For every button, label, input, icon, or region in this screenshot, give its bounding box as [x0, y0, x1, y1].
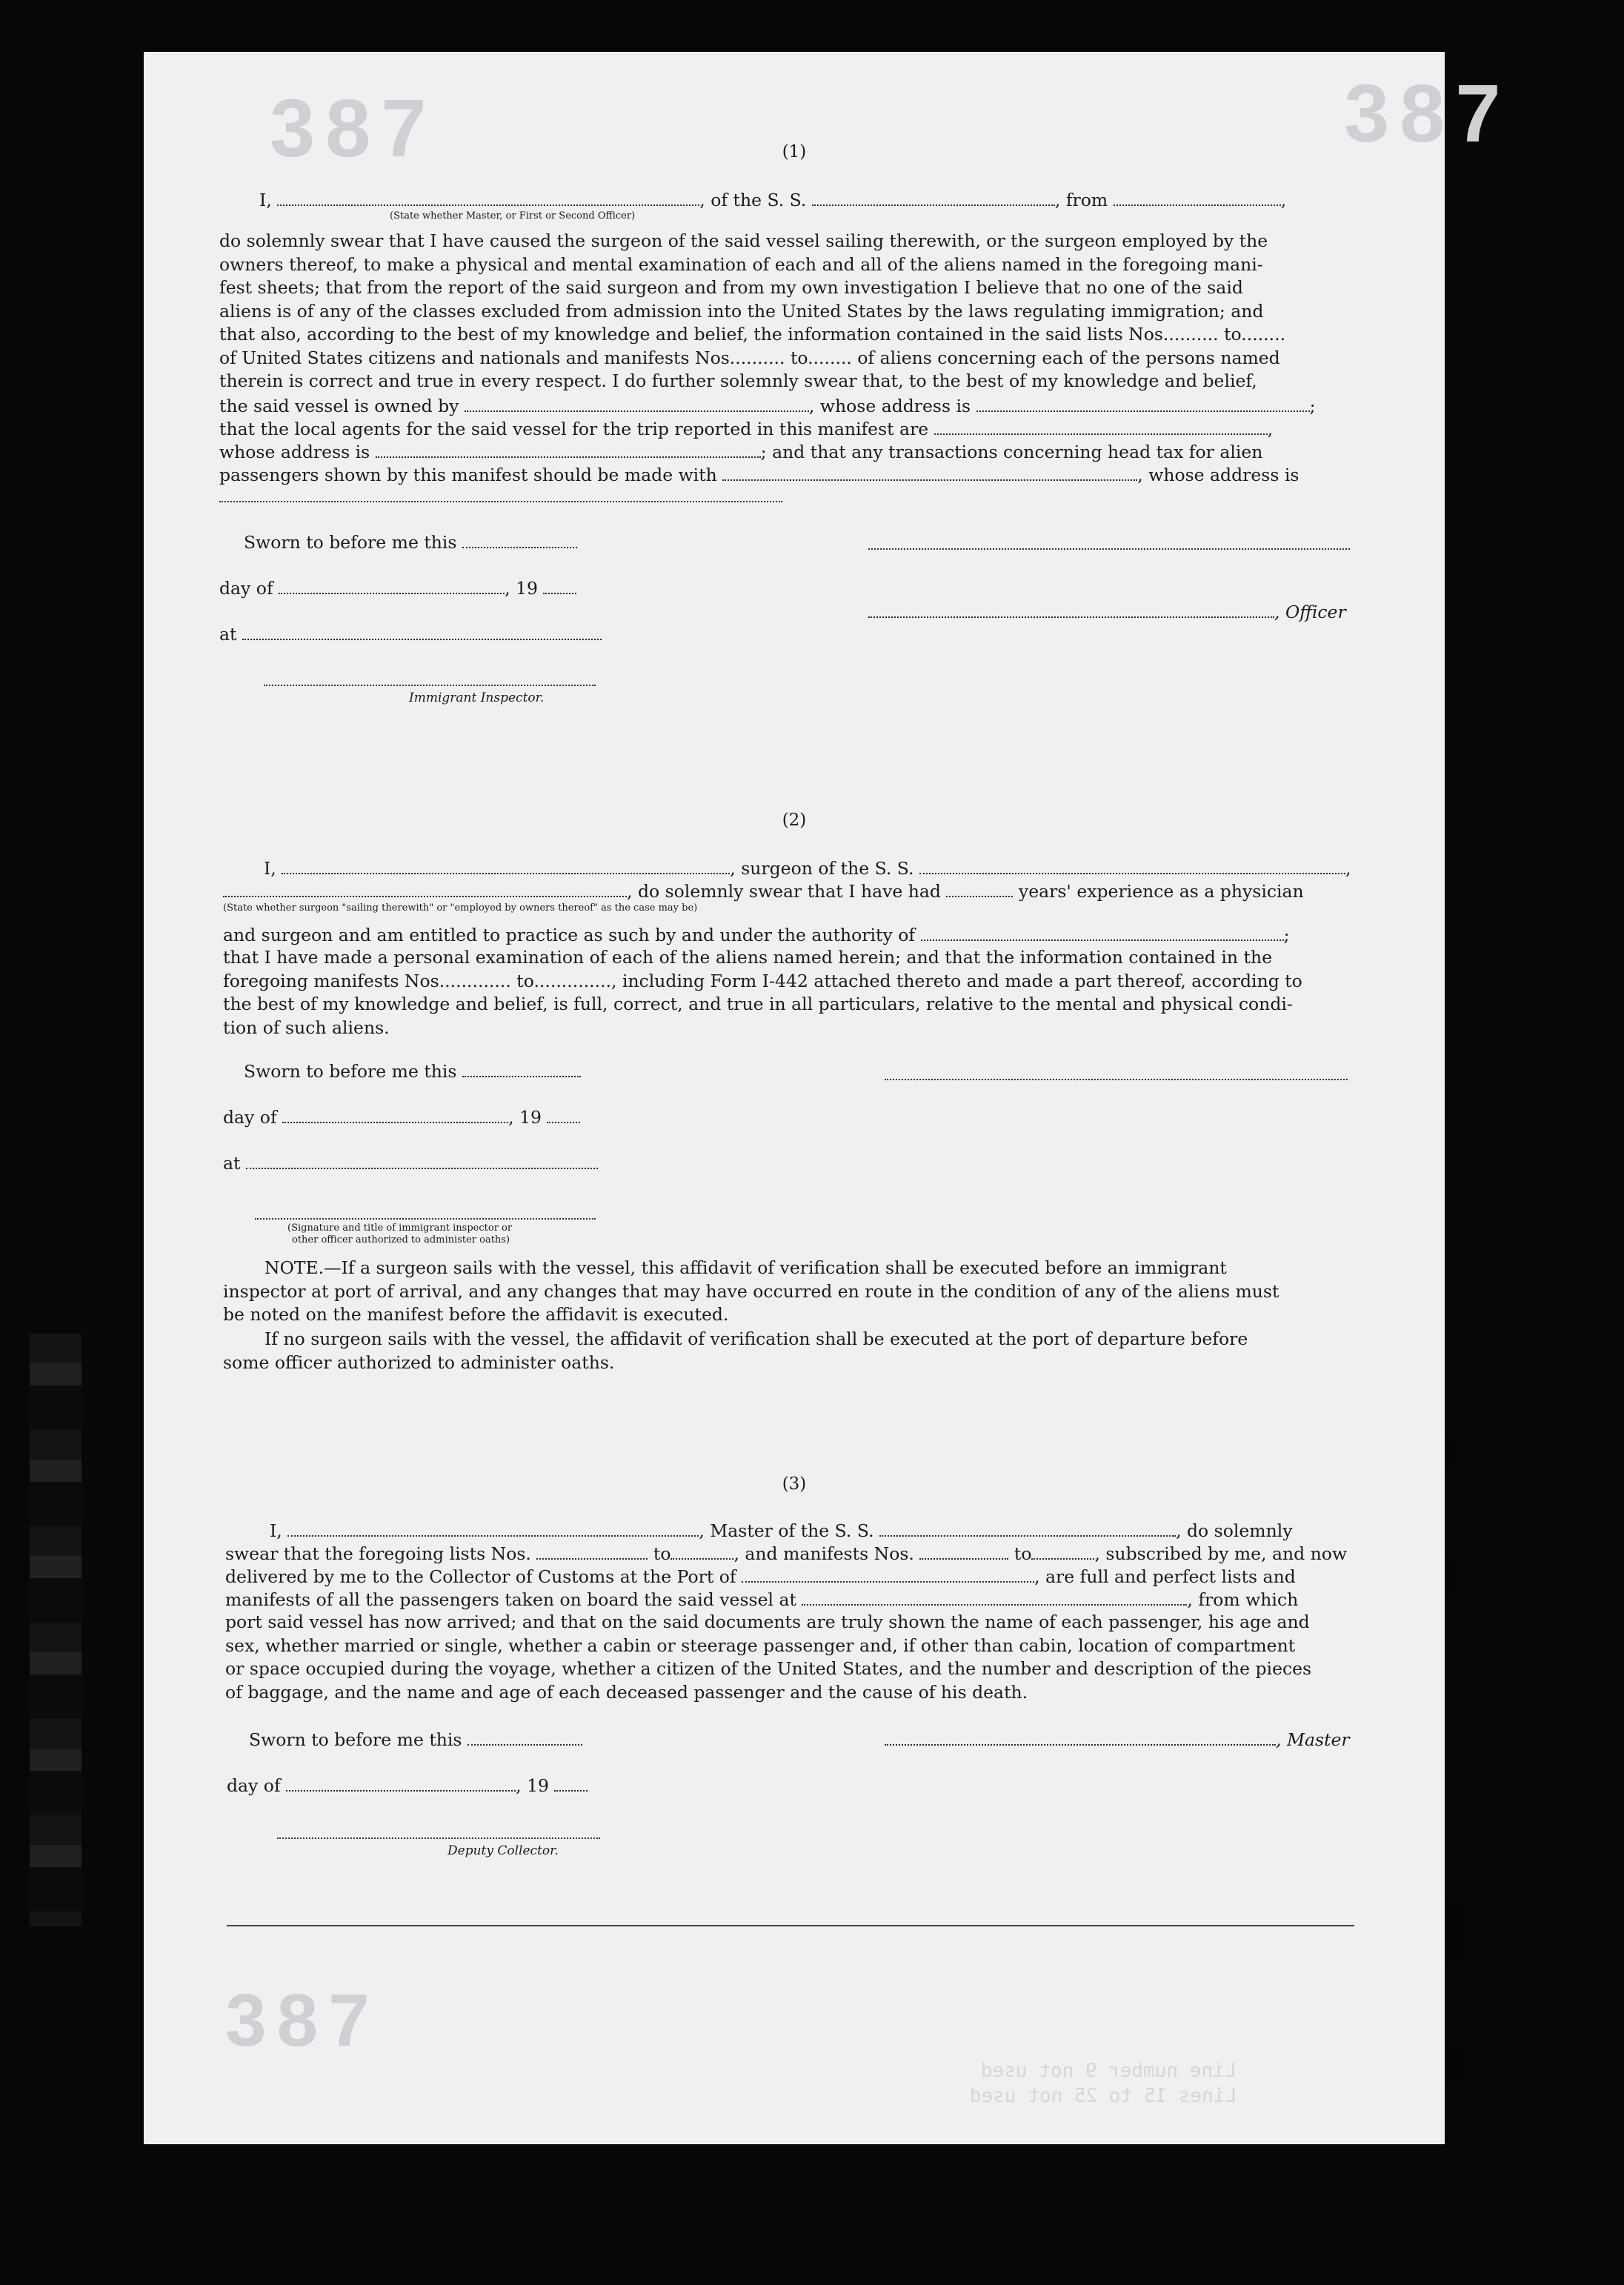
label: at: [223, 1153, 241, 1174]
signature-line: [868, 603, 1274, 618]
blank-field: [286, 1777, 516, 1792]
stamped-page-number: 387: [225, 1979, 380, 2062]
oath-paragraph: [223, 946, 1349, 1040]
at-line: [219, 622, 602, 646]
blank-field: [223, 882, 627, 897]
oath-line: [223, 879, 1304, 903]
oath-line: [225, 1588, 1298, 1612]
paragraph-line: of United States citizens and nationals and manifests Nos.......... to........ of aliens concerning each of the persons named: [219, 347, 1280, 368]
signature-line: [885, 1731, 1276, 1746]
blank-field: [802, 1591, 1187, 1606]
paragraph-line: sex, whether married or single, whether a cabin or steerage passenger and, if other than cabin, location of compartment: [225, 1634, 1296, 1656]
label: , whose address is: [1137, 465, 1299, 485]
signature-line: [277, 1837, 600, 1839]
blank-field: [547, 1108, 580, 1123]
label: to: [1014, 1543, 1032, 1564]
label: , surgeon of the S. S.: [730, 858, 914, 879]
label: , Officer: [1274, 602, 1346, 622]
blank-field: [219, 501, 782, 502]
label: and surgeon and am entitled to practice as such by and under the authority of: [223, 925, 916, 945]
label: that the local agents for the said vessel for the trip reported in this manifest are: [219, 419, 929, 439]
label: years' experience as a physician: [1018, 881, 1304, 902]
at-line: [223, 1151, 598, 1175]
blank-field: [1031, 1545, 1094, 1560]
label: , 19: [505, 578, 538, 599]
bleed-through-note: Lines 15 to 25 not used: [970, 2085, 1237, 2107]
blank-field: [812, 191, 1055, 206]
blank-field: [976, 397, 1310, 412]
oath-paragraph: [219, 230, 1353, 393]
label: , subscribed by me, and now: [1094, 1543, 1348, 1564]
signature-line: [255, 1218, 596, 1220]
section-number: (2): [782, 811, 807, 830]
label: ,: [1267, 419, 1274, 439]
label: , are full and perfect lists and: [1034, 1566, 1296, 1587]
paragraph-line: port said vessel has now arrived; and that on the said documents are truly shown the name of each passenger, his age and: [225, 1612, 1310, 1632]
blank-field: [879, 1522, 1176, 1537]
blank-field: [465, 397, 809, 412]
stamped-page-number: 387: [1344, 68, 1511, 159]
field-caption: (State whether Master, or First or Second Officer): [390, 210, 636, 222]
film-edge: [30, 1334, 81, 1926]
label: the said vessel is owned by: [219, 396, 459, 416]
blank-field: [543, 579, 576, 594]
stamped-page-number: 387: [270, 83, 437, 174]
blank-field: [919, 1545, 1008, 1560]
blank-field: [467, 1731, 582, 1746]
section-number: (3): [782, 1474, 807, 1494]
label: day of: [219, 578, 273, 599]
signature-caption: (Signature and title of immigrant inspector or: [287, 1223, 513, 1234]
paragraph-line: aliens is of any of the classes excluded from admission into the United States by the laws regulating immigration; and: [219, 300, 1264, 322]
label: , from: [1054, 190, 1108, 210]
label: ; and that any transactions concerning head tax for alien: [760, 442, 1263, 462]
label: at: [219, 624, 237, 645]
label: , from which: [1187, 1589, 1299, 1610]
master-line: [885, 1728, 1350, 1752]
oath-line: [225, 1542, 1347, 1566]
blank-field: [670, 1545, 733, 1560]
blank-field: [242, 625, 602, 640]
day-line: [227, 1774, 588, 1797]
label: , 19: [508, 1107, 542, 1128]
label: delivered by me to the Collector of Customs at the Port of: [225, 1566, 736, 1587]
paragraph-line: NOTE.—If a surgeon sails with the vessel, this affidavit of verification shall be executed before an immigrant: [264, 1257, 1227, 1278]
label: ;: [1283, 925, 1290, 945]
signature-line: [868, 548, 1350, 550]
blank-field: [1114, 191, 1281, 206]
pronoun: I,: [259, 190, 272, 210]
oath-line: [259, 188, 1286, 212]
paragraph-line: inspector at port of arrival, and any changes that may have occurred en route in the condition of any of the aliens must: [223, 1280, 1279, 1302]
signature-caption: Immigrant Inspector.: [409, 691, 545, 705]
paragraph-line: the best of my knowledge and belief, is full, correct, and true in all particulars, relative to the mental and physical condi-: [223, 994, 1293, 1014]
blank-field: [554, 1777, 588, 1792]
signature-caption: other officer authorized to administer oaths): [292, 1234, 510, 1245]
oath-paragraph: [225, 1611, 1353, 1704]
label: , Master: [1276, 1729, 1350, 1750]
label: Sworn to before me this: [244, 1061, 457, 1082]
sworn-line: [244, 1060, 581, 1083]
label: ,: [1280, 190, 1287, 210]
blank-field: [282, 1108, 508, 1123]
bottom-rule: [227, 1925, 1354, 1926]
label: day of: [227, 1775, 281, 1796]
blank-field: [462, 533, 577, 548]
blank-field: [722, 466, 1137, 481]
label: , of the S. S.: [699, 190, 807, 210]
blank-field: [536, 1545, 648, 1560]
paragraph-line: foregoing manifests Nos............. to.............., including Form I-442 attached thereto and made a part thereof, according to: [223, 970, 1302, 991]
paragraph-line: therein is correct and true in every respect. I do further solemnly swear that, to the best of my knowledge and belief,: [219, 370, 1257, 391]
blank-field: [946, 882, 1013, 897]
field-caption: (State whether surgeon "sailing therewith" or "employed by owners thereof" as the case may be): [223, 902, 698, 914]
paragraph-line: owners thereof, to make a physical and mental examination of each and all of the aliens named in the foregoing mani-: [219, 253, 1263, 275]
address-line: [219, 440, 1262, 464]
day-line: [219, 576, 576, 600]
blank-field: [376, 443, 761, 458]
paragraph-line: do solemnly swear that I have caused the surgeon of the said vessel sailing therewith, or the surgeon employed by the: [219, 230, 1268, 251]
paragraph-line: tion of such aliens.: [223, 1017, 390, 1038]
blank-field: [277, 191, 699, 206]
pronoun: I,: [270, 1520, 282, 1541]
label: Sworn to before me this: [249, 1729, 462, 1750]
label: whose address is: [219, 442, 370, 462]
label: manifests of all the passengers taken on board the said vessel at: [225, 1589, 796, 1610]
label: ;: [1309, 396, 1316, 416]
sworn-line: [249, 1728, 582, 1752]
section-number: (1): [782, 142, 807, 162]
blank-field: [246, 1154, 598, 1169]
note-paragraph: [223, 1328, 1349, 1374]
blank-field: [921, 926, 1284, 941]
blank-field: [279, 579, 505, 594]
paragraph-line: of baggage, and the name and age of each deceased passenger and the cause of his death.: [225, 1681, 1028, 1703]
oath-line: [264, 857, 1351, 880]
paragraph-line: be noted on the manifest before the affidavit is executed.: [223, 1304, 729, 1325]
sworn-line: [244, 530, 577, 554]
paragraph-line: some officer authorized to administer oaths.: [223, 1351, 615, 1373]
blank-field: [934, 420, 1268, 435]
label: Sworn to before me this: [244, 532, 457, 553]
paragraph-line: If no surgeon sails with the vessel, the affidavit of verification shall be executed at the port of departure before: [264, 1328, 1248, 1349]
oath-line: [270, 1519, 1293, 1543]
label: day of: [223, 1107, 277, 1128]
label: , do solemnly swear that I have had: [627, 881, 941, 902]
blank-field: [462, 1062, 581, 1077]
blank-field: [282, 859, 730, 874]
label: , 19: [516, 1775, 549, 1796]
blank-field: [287, 1522, 699, 1537]
document-page: [144, 52, 1511, 2144]
label: swear that the foregoing lists Nos.: [225, 1543, 531, 1564]
signature-line: [885, 1079, 1348, 1080]
officer-line: [868, 600, 1346, 624]
authority-line: [223, 923, 1290, 947]
label: ,: [1345, 858, 1351, 879]
paragraph-line: or space occupied during the voyage, whether a citizen of the United States, and the number and description of the pieces: [225, 1658, 1312, 1679]
day-line: [223, 1105, 580, 1129]
signature-caption: Deputy Collector.: [447, 1843, 559, 1858]
bleed-through-note: Line number 9 not used: [981, 2060, 1237, 2082]
paragraph-line: fest sheets; that from the report of the said surgeon and from my own investigation I believe that no one of the said: [219, 277, 1243, 298]
pronoun: I,: [264, 858, 276, 879]
head-tax-line: [219, 463, 1299, 487]
label: passengers shown by this manifest should be made with: [219, 465, 717, 485]
label: , do solemnly: [1176, 1520, 1293, 1541]
label: , and manifests Nos.: [733, 1543, 914, 1564]
blank-field: [742, 1568, 1034, 1583]
label: , whose address is: [808, 396, 971, 416]
label: to: [653, 1543, 671, 1564]
blank-field: [919, 859, 1345, 874]
oath-line: [225, 1565, 1296, 1589]
signature-line: [264, 685, 596, 686]
owner-line: [219, 394, 1316, 418]
paragraph-line: that I have made a personal examination of each of the aliens named herein; and that the information contained in the: [223, 947, 1272, 968]
paragraph-line: that also, according to the best of my knowledge and belief, the information contained in the said lists Nos.......... to........: [219, 324, 1286, 345]
note-paragraph: [223, 1257, 1349, 1327]
agents-line: [219, 417, 1273, 441]
label: , Master of the S. S.: [699, 1520, 874, 1541]
